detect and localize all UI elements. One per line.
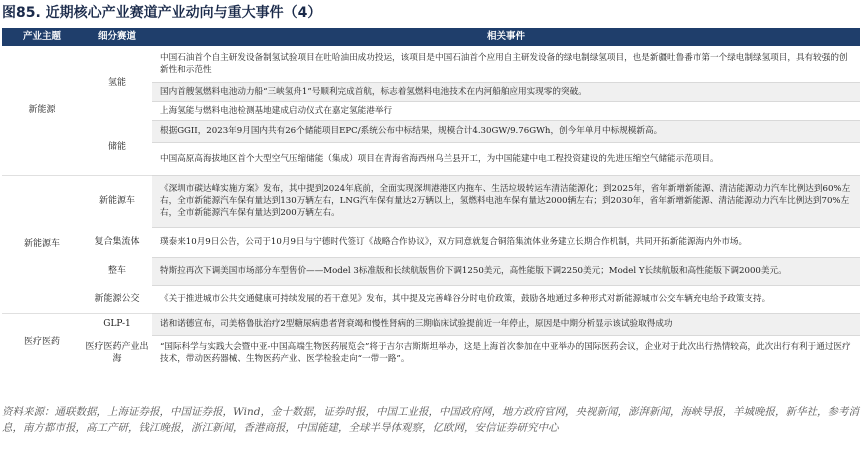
header-sub: 细分赛道 <box>82 28 152 46</box>
event-cell: 特斯拉再次下调美国市场部分车型售价——Model 3标准版和长续航版售价下调1250美元，高性能版下调2250美元；Model Y长续航版和高性能版下调2000美元。 <box>152 257 860 285</box>
event-cell: 上海氢能与燃料电池检测基地建成启动仪式在嘉定氢能港举行 <box>152 101 860 120</box>
table-row <box>2 285 860 313</box>
event-cell: 《深圳市碳达峰实施方案》发布，其中提到2024年底前，全面实现深圳港港区内拖车、生活垃圾转运车清洁能源化；到2025年，省年新增新能源、清洁能源动力汽车比例达到60%左右，全市新能源汽车保有量达到130万辆左右，LNG汽车保有量达2万辆以上，氢燃料电池车保有量达2000辆左右；到2030年，省年新增新能源、清洁能源动力汽车比例达到70%左右，全市新能源汽车保有量达到200万辆左右。 <box>152 175 860 227</box>
topic-cell: 新能源车 <box>2 175 82 313</box>
figure-title: 图85. 近期核心产业赛道产业动向与重大事件（4） <box>2 5 322 21</box>
sub-cell: 储能 <box>107 142 126 153</box>
sub-cell: 医疗医药产业出海 <box>85 342 149 364</box>
sub-cell: 整车 <box>107 266 126 276</box>
table-row <box>2 335 860 371</box>
event-cell: 根据GGII，2023年9月国内共有26个储能项目EPC/系统公布中标结果，规模合计4.30GW/9.76GWh，创今年单月中标规模新高。 <box>152 120 860 142</box>
topic-cell: 新能源 <box>28 105 56 116</box>
sub-cell: 氢能 <box>107 78 126 88</box>
table-row <box>2 175 860 227</box>
sub-cell: GLP-1 <box>82 313 152 335</box>
table-row <box>2 313 860 335</box>
events-table <box>2 28 860 371</box>
event-cell: 中国高原高海拔地区首个大型空气压缩储能（集成）项目在青海省海西州乌兰县开工，为中国能建中电工程投资建设的先进压缩空气储能示范项目。 <box>152 142 860 175</box>
event-cell: 国内首艘氢燃料电池动力船“三峡氢舟1”号顺利完成首航，标志着氢燃料电池技术在内河船舶应用实现零的突破。 <box>152 82 860 101</box>
event-cell: 《关于推进城市公共交通健康可持续发展的若干意见》发布，其中提及完善峰谷分时电价政策，鼓励各地通过多种形式对新能源城市公交车辆充电给予政策支持。 <box>152 285 860 313</box>
event-cell: 中国石油首个自主研发设备制氢试验项目在吐哈油田成功投运，该项目是中国石油首个应用自主研发设备的绿电制绿氢项目，也是新疆吐鲁番市第一个绿电制绿氢项目，具有较强的创新性和示范性 <box>152 46 860 82</box>
header-topic: 产业主题 <box>2 28 82 46</box>
sub-cell: 新能源车 <box>82 175 152 227</box>
header-row <box>2 28 860 46</box>
sub-cell: 新能源公交 <box>94 293 140 304</box>
table-row <box>2 46 860 82</box>
event-cell: 璞泰来10月9日公告，公司于10月9日与宁德时代签订《战略合作协议》，双方同意就复合铜箔集流体业务建立长期合作机制，共同开拓新能源海内外市场。 <box>152 227 860 257</box>
topic-cell: 医疗医药 <box>2 313 82 371</box>
table-row <box>2 257 860 285</box>
source-note: 资料来源：通联数据，上海证券报，中国证券报，Wind，金十数据，证券时报，中国工业报，中国政府网，地方政府官网，央视新闻，澎湃新闻，海峡导报，羊城晚报，新华社，参考消息，南方都市报，高工产研，钱江晚报，浙江新闻，香港商报，中国能建，全球半导体观察，亿欧网，安信证券研究中心 <box>2 406 859 434</box>
table-row <box>2 227 860 257</box>
header-events: 相关事件 <box>152 28 860 46</box>
sub-cell: 复合集流体 <box>94 237 140 247</box>
event-cell: 诺和诺德宣布，司美格鲁肽治疗2型糖尿病患者肾衰竭和慢性肾病的三期临床试验提前近一年停止，原因是中期分析显示该试验取得成功 <box>152 313 860 335</box>
event-cell: “国际科学与实践大会暨中亚-中国高端生物医药展览会”将于吉尔吉斯斯坦举办，这是上海首次参加在中亚举办的国际医药会议，企业对于此次出行热情较高，此次出行有利于通过医疗技术，带动医药器械、生物医药产业、医学检验走向“一带一路”。 <box>160 342 851 365</box>
table-row <box>2 120 860 142</box>
